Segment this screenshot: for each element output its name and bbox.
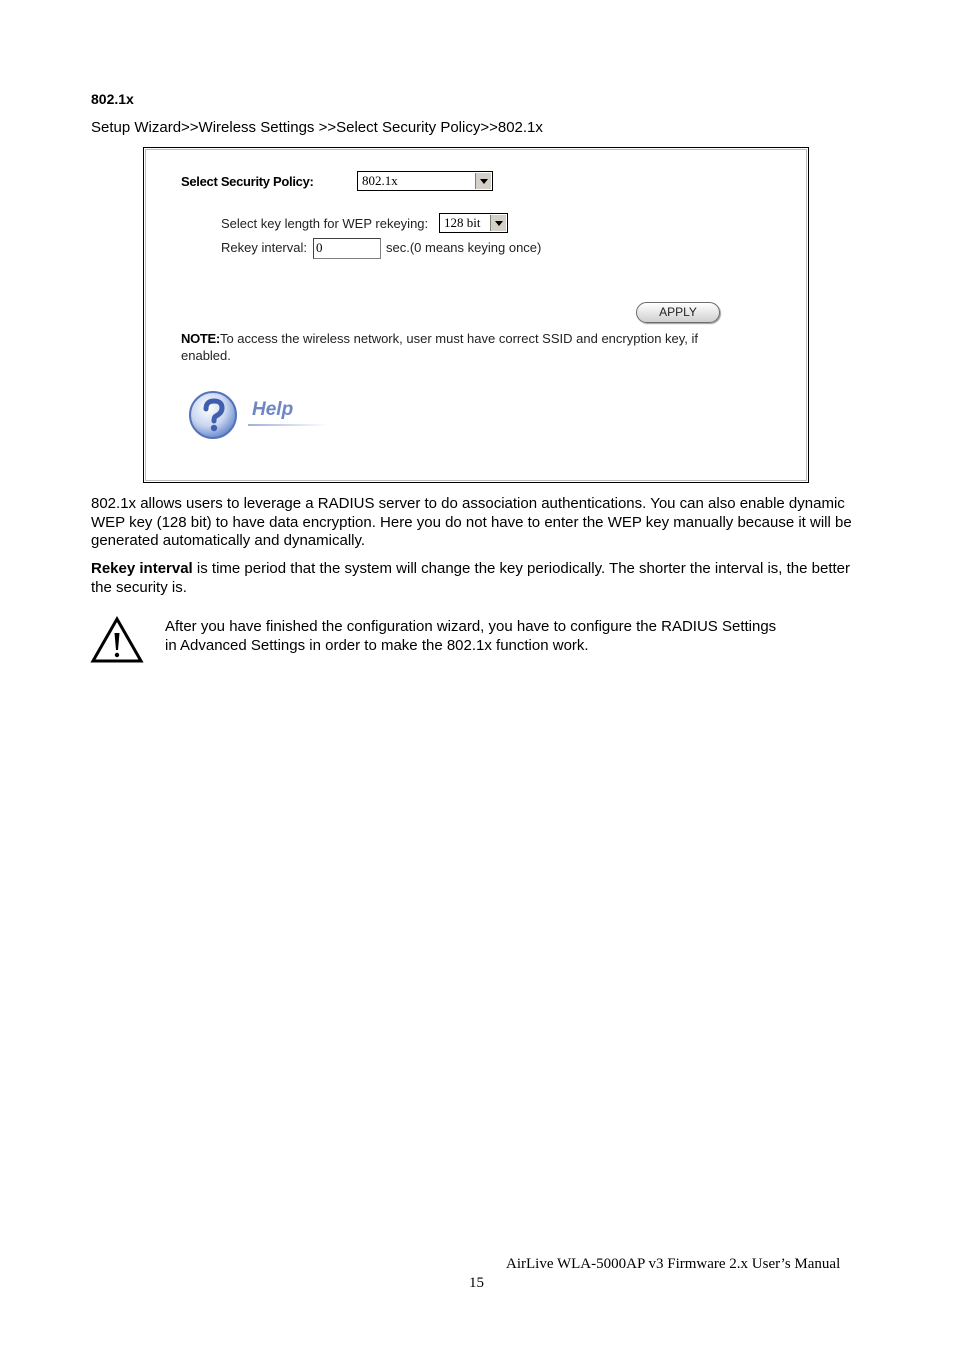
security-policy-select[interactable] (357, 171, 493, 191)
warning-text: After you have finished the configuration wizard, you have to configure the RADIUS Settings in Advanced Settings in order to make the 802.1x function work. (165, 618, 777, 654)
rekey-paragraph (91, 560, 866, 597)
page-number: 15 (469, 1275, 484, 1291)
key-length-value: 128 bit (444, 215, 481, 230)
security-policy-label: Select Security Policy: (181, 174, 314, 189)
rekey-term: Rekey interval (91, 560, 193, 577)
rekey-explanation: is time period that the system will change the key periodically. The shorter the interval is, the better the security is. (91, 560, 850, 596)
help-label: Help (252, 399, 294, 420)
rekey-interval-hint: sec.(0 means keying once) (386, 240, 542, 255)
breadcrumb: Setup Wizard>>Wireless Settings >>Select Security Policy>>802.1x (91, 119, 543, 136)
security-policy-value: 802.1x (362, 173, 398, 188)
chevron-down-icon[interactable] (490, 215, 506, 231)
apply-button[interactable]: APPLY (636, 302, 720, 323)
help-underline (248, 424, 328, 426)
key-length-label: Select key length for WEP rekeying: (221, 216, 429, 231)
description-paragraph: 802.1x allows users to leverage a RADIUS server to do association authentications. You can also enable dynamic WEP key (128 bit) to have data encryption. Here you do not have to enter the WEP key manually because it will be generated automatically and dynamically. (91, 495, 852, 549)
rekey-interval-label: Rekey interval: (221, 240, 307, 255)
note-text (181, 330, 741, 364)
chevron-down-icon[interactable] (475, 173, 491, 189)
note-label: NOTE: (181, 331, 220, 346)
warning-triangle-icon (90, 616, 144, 664)
question-mark-icon (188, 390, 240, 442)
section-heading: 802.1x (91, 91, 134, 107)
settings-screenshot (143, 147, 809, 483)
rekey-interval-input[interactable]: 0 (313, 238, 381, 259)
help-link[interactable] (188, 390, 328, 442)
key-length-select[interactable] (439, 213, 508, 233)
note-body: To access the wireless network, user must have correct SSID and encryption key, if enabled. (181, 331, 699, 363)
footer-title: AirLive WLA-5000AP v3 Firmware 2.x User’s Manual (506, 1256, 841, 1272)
